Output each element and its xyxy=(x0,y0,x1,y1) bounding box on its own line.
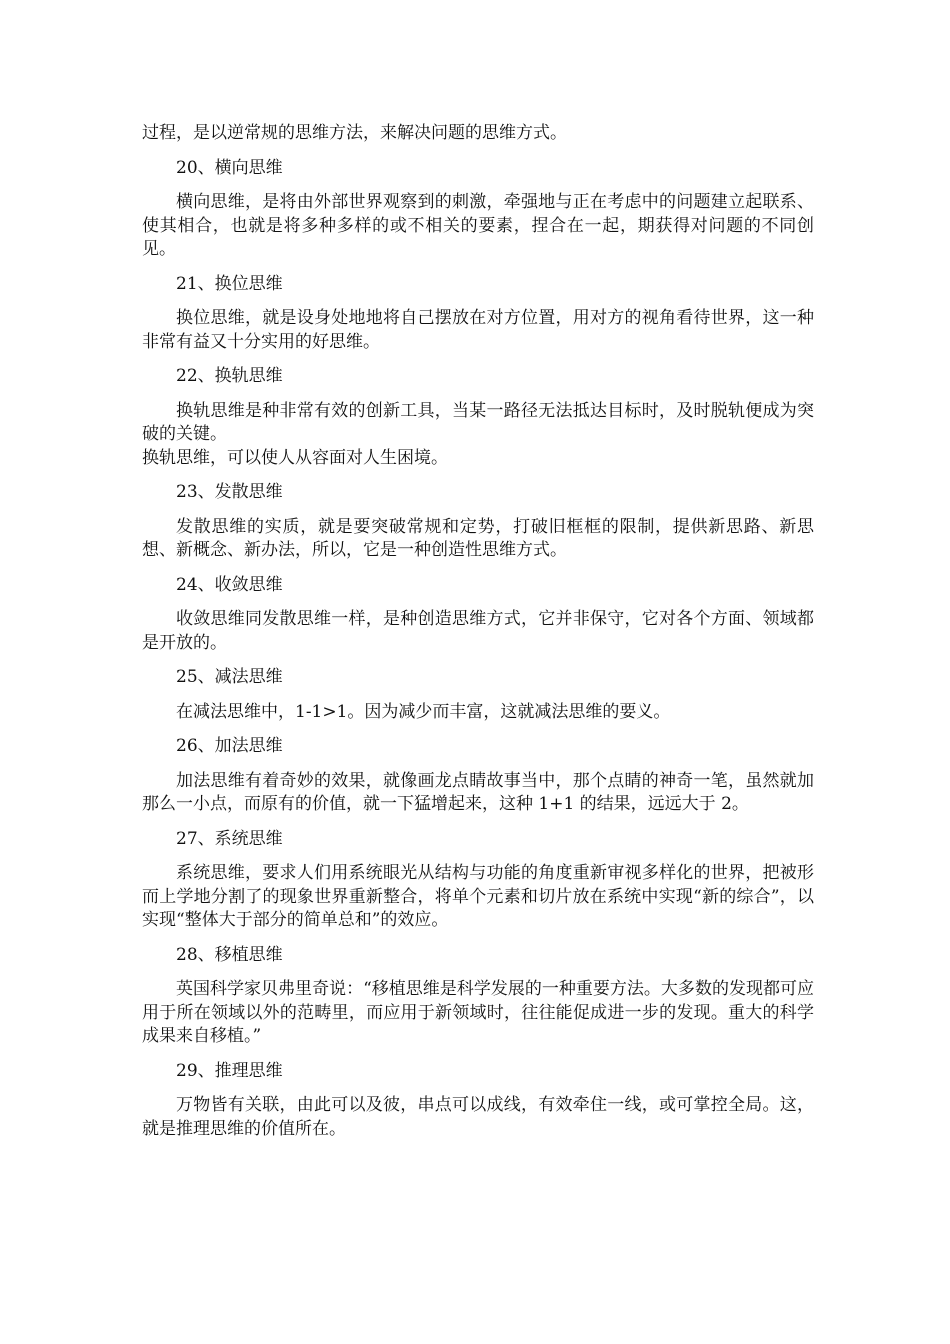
section-heading-23: 23、发散思维 xyxy=(176,482,283,502)
section-heading-27: 27、系统思维 xyxy=(176,828,283,849)
section-body-23: 发散思维的实质，就是要突破常规和定势，打破旧框框的限制，提供新思路、新思想、新概念、新办法，所以，它是一种创造性思维方式。 xyxy=(142,516,814,560)
section-heading-26: 26、加法思维 xyxy=(176,736,283,756)
continuation-paragraph: 过程，是以逆常规的思维方法，来解决问题的思维方式。 xyxy=(142,123,567,143)
section-body-22: 换轨思维是种非常有效的创新工具，当某一路径无法抵达目标时，及时脱轨便成为突破的关键。 xyxy=(142,400,814,444)
section-body-22-extra: 换轨思维，可以使人从容面对人生困境。 xyxy=(142,447,448,468)
section-heading-24: 24、收敛思维 xyxy=(176,574,283,595)
section-body-25: 在减法思维中，1-1>1。因为减少而丰富，这就减法思维的要义。 xyxy=(176,701,671,722)
section-body-21: 换位思维，就是设身处地地将自己摆放在对方位置，用对方的视角看待世界，这一种非常有益又十分实用的好思维。 xyxy=(142,308,814,352)
section-heading-29: 29、推理思维 xyxy=(176,1060,283,1081)
section-body-27: 系统思维，要求人们用系统眼光从结构与功能的角度重新审视多样化的世界，把被形而上学地分割了的现象世界重新整合，将单个元素和切片放在系统中实现“新的综合”，以实现“整体大于部分的简单总和”的效应。 xyxy=(142,863,814,930)
section-body-29: 万物皆有关联，由此可以及彼，串点可以成线，有效牵住一线，或可掌控全局。这，就是推理思维的价值所在。 xyxy=(142,1095,814,1139)
section-heading-28: 28、移植思维 xyxy=(176,944,283,965)
section-heading-25: 25、减法思维 xyxy=(176,667,283,687)
document-body xyxy=(142,122,814,1152)
section-body-26: 加法思维有着奇妙的效果，就像画龙点睛故事当中，那个点睛的神奇一笔，虽然就加那么一小点，而原有的价值，就一下猛增起来，这种 1+1 的结果，远远大于 2。 xyxy=(142,770,814,814)
section-body-20: 横向思维，是将由外部世界观察到的刺激，牵强地与正在考虑中的问题建立起联系、使其相合，也就是将多种多样的或不相关的要素，捏合在一起，期获得对问题的不同创见。 xyxy=(142,192,814,259)
section-heading-22: 22、换轨思维 xyxy=(176,366,283,386)
section-heading-20: 20、横向思维 xyxy=(176,157,283,178)
section-heading-21: 21、换位思维 xyxy=(176,273,283,294)
section-body-24: 收敛思维同发散思维一样，是种创造思维方式，它并非保守，它对各个方面、领域都是开放的。 xyxy=(142,609,814,653)
section-body-28: 英国科学家贝弗里奇说：“移植思维是科学发展的一种重要方法。大多数的发现都可应用于所在领域以外的范畴里，而应用于新领域时，往往能促成进一步的发现。重大的科学成果来自移植。” xyxy=(142,979,814,1046)
